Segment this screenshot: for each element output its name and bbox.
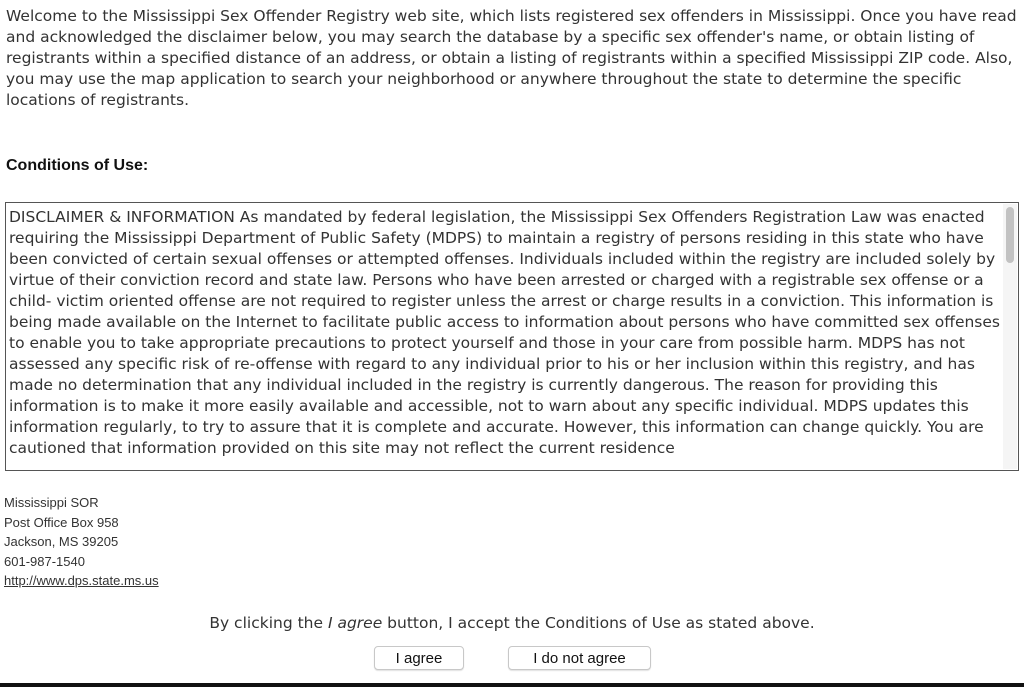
bottom-divider bbox=[0, 683, 1024, 687]
disclaimer-text: DISCLAIMER & INFORMATION As mandated by federal legislation, the Mississippi Sex Offenders Registration Law was enacted requiring the Mississippi Department of Public Safety (MDPS) to maintain a registry of persons residing in this state who have been convicted of certain sexual offenses or attempted offenses. Individuals included within the registry are included solely by virtue of their conviction record and state law. Persons who have been arrested or charged with a registrable sex offense or a child- victim oriented offense are not required to register unless the arrest or charge results in a conviction. This information is being made available on the Internet to facilitate public access to information about persons who have committed sex offenses to enable you to take appropriate precautions to protect yourself and those in your care from possible harm. MDPS has not assessed any specific risk of re-offense with regard to any individual prior to his or her inclusion within this registry, and has made no determination that any individual included in the registry is currently dangerous. The reason for providing this information is to make it more easily available and accessible, not to warn about any specific individual. MDPS updates this information regularly, to try to assure that it is complete and accurate. However, this information can change quickly. You are cautioned that information provided on this site may not reflect the current residence bbox=[9, 208, 1000, 457]
disclaimer-textarea[interactable] bbox=[5, 202, 1019, 471]
agreement-suffix: button, I accept the Conditions of Use as stated above. bbox=[382, 614, 815, 632]
contact-name: Mississippi SOR bbox=[4, 495, 99, 510]
agreement-emphasis: I agree bbox=[327, 614, 383, 632]
welcome-intro-text: Welcome to the Mississippi Sex Offender Registry web site, which lists registered sex offenders in Mississippi. Once you have read and acknowledged the disclaimer below, you may search the database by a specific sex offender's name, or obtain listing of registrants within a specified distance of an address, or obtain a listing of registrants within a specified Mississippi ZIP code. Also, you may use the map application to search your neighborhood or anywhere throughout the state to determine the specific locations of registrants. bbox=[6, 7, 1017, 109]
disclaimer-scrollbar[interactable] bbox=[1003, 204, 1017, 469]
dps-website-link[interactable]: http://www.dps.state.ms.us bbox=[4, 573, 159, 588]
agreement-statement bbox=[0, 612, 1024, 634]
agreement-prefix: By clicking the bbox=[209, 614, 328, 632]
scrollbar-thumb[interactable] bbox=[1006, 207, 1014, 263]
contact-phone: 601-987-1540 bbox=[4, 553, 85, 569]
contact-po-box: Post Office Box 958 bbox=[4, 514, 119, 530]
contact-address bbox=[4, 493, 159, 591]
i-agree-button[interactable]: I agree bbox=[374, 646, 464, 670]
i-do-not-agree-button[interactable]: I do not agree bbox=[508, 646, 651, 670]
contact-city: Jackson, MS 39205 bbox=[4, 534, 119, 549]
conditions-of-use-heading: Conditions of Use: bbox=[6, 157, 149, 174]
